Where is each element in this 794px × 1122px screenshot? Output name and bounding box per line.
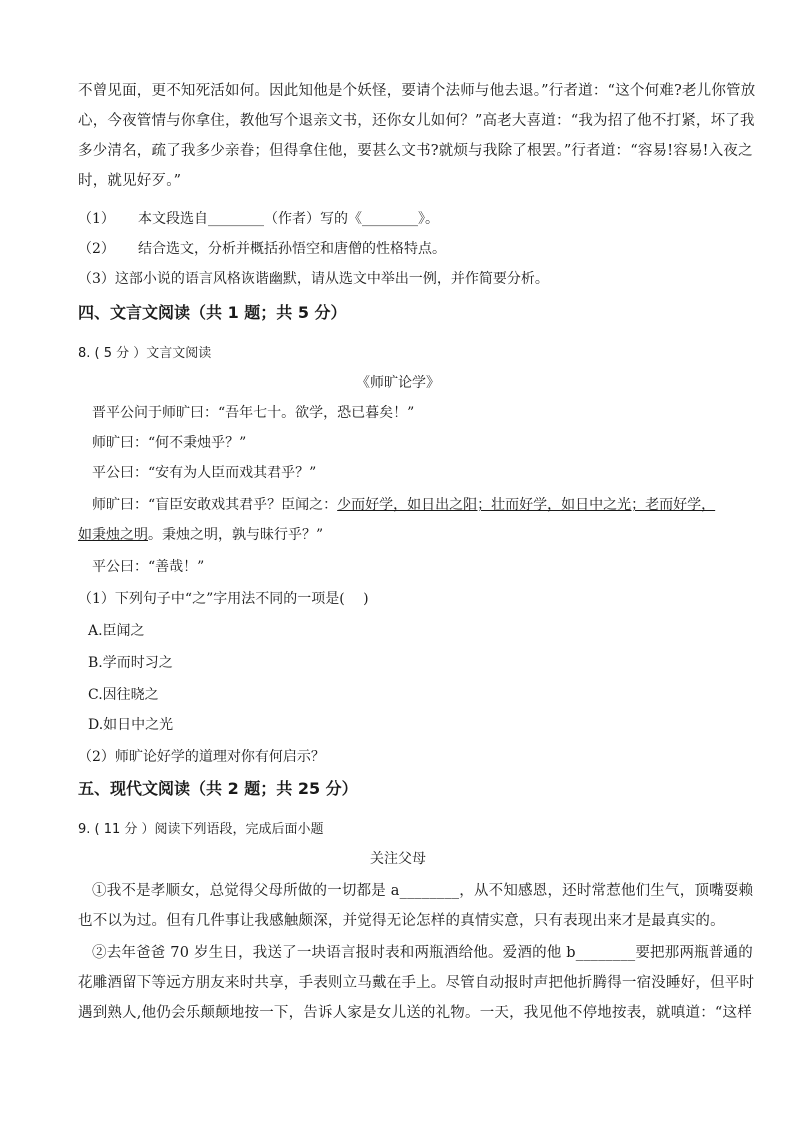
question-number: （1） xyxy=(78,211,115,227)
passage-line: 不曾见面，更不知死活如何。因此知他是个妖怪，要请个法师与他去退。”行者道：“这个何难?老儿你管放 xyxy=(78,83,756,99)
paragraph-text: 我不是孝顺女，总觉得父母所做的一切都是 a________，从不知感恩，还时常惹他们生气，顶嘴耍赖 xyxy=(106,883,754,899)
classical-line: 平公曰：“安有为人臣而戏其君乎？” xyxy=(92,465,317,481)
option-d: D.如日中之光 xyxy=(88,717,174,733)
passage-excerpt xyxy=(78,76,756,196)
classical-text: 师旷曰：“盲臣安敢戏其君乎？臣闻之： xyxy=(92,497,338,513)
underlined-text: 如秉烛之明 xyxy=(78,527,148,543)
modern-paragraph-2 xyxy=(78,938,755,1028)
question-7-1 xyxy=(78,208,439,228)
question-7-3 xyxy=(78,268,549,288)
paragraph-line xyxy=(78,938,753,968)
paragraph-number: ① xyxy=(92,883,107,899)
question-7-2 xyxy=(78,238,446,258)
question-text: 这部小说的语言风格诙谐幽默，请从选文中举出一例，并作简要分析。 xyxy=(114,271,549,287)
paragraph-number: ② xyxy=(92,945,107,961)
passage-line: 多少清名，疏了我多少亲眷；但得拿住他，要甚么文书?就烦与我除了根罢。”行者道：“容易!容易!入夜之 xyxy=(78,143,753,159)
question-8-header: 8. ( 5 分 ）文言文阅读 xyxy=(78,346,212,361)
classical-line: 晋平公问于师旷曰：“吾年七十。欲学，恐已暮矣！” xyxy=(92,405,415,421)
classical-line xyxy=(92,494,715,514)
passage-title: 《师旷论学》 xyxy=(356,375,440,391)
question-8-1: （1）下列句子中“之”字用法不同的一项是( ) xyxy=(78,591,369,607)
question-text: 本文段选自________（作者）写的《________》。 xyxy=(138,211,439,227)
classical-line xyxy=(78,524,323,544)
question-text: 结合选文，分析并概括孙悟空和唐僧的性格特点。 xyxy=(138,241,446,257)
paragraph-line: 遇到熟人,他仍会乐颠颠地按一下，告诉人家是女儿送的礼物。一天，我见他不停地按表，就嗔道：“这样 xyxy=(78,1005,752,1021)
section-4-heading: 四、文言文阅读（共 1 题；共 5 分） xyxy=(78,303,347,322)
paragraph-line: 花雕酒留下等远方朋友来时共享，手表则立马戴在手上。尽管自动报时声把他折腾得一宿没睡好，但平时 xyxy=(78,975,755,991)
classical-text: 。秉烛之明，孰与昧行乎？” xyxy=(148,527,324,543)
option-b: B.学而时习之 xyxy=(88,655,173,671)
passage-line: 心，今夜管情与你拿住，教他写个退亲文书，还你女儿如何？”高老大喜道：“我为招了他不打紧，坏了我 xyxy=(78,113,755,129)
question-number: （2） xyxy=(78,241,115,257)
passage-title: 关注父母 xyxy=(370,851,426,867)
classical-line: 师旷曰：“何不秉烛乎？” xyxy=(92,435,247,451)
section-5-heading: 五、现代文阅读（共 2 题；共 25 分） xyxy=(78,779,358,798)
classical-line: 平公曰：“善哉！” xyxy=(92,559,205,575)
paragraph-line: 也不以为过。但有几件事让我感触颇深，并觉得无论怎样的真情实意，只有表现出来才是最真实的。 xyxy=(78,913,725,929)
paragraph-text: 去年爸爸 70 岁生日，我送了一块语言报时表和两瓶酒给他。爱酒的他 b________要把那两瓶普通的 xyxy=(106,945,753,961)
option-a: A.臣闻之 xyxy=(88,623,145,639)
modern-paragraph-1 xyxy=(78,876,754,936)
option-c: C.因往晓之 xyxy=(88,687,159,703)
paragraph-line xyxy=(78,876,754,906)
question-number: （3） xyxy=(78,271,115,287)
passage-line: 时，就见好歹。” xyxy=(78,173,182,189)
question-9-header: 9. ( 11 分 ）阅读下列语段，完成后面小题 xyxy=(78,822,324,837)
underlined-text: 少而好学，如日出之阳；壮而好学，如日中之光；老而好学， xyxy=(337,497,716,513)
question-8-2: （2）师旷论好学的道理对你有何启示？ xyxy=(78,749,325,765)
